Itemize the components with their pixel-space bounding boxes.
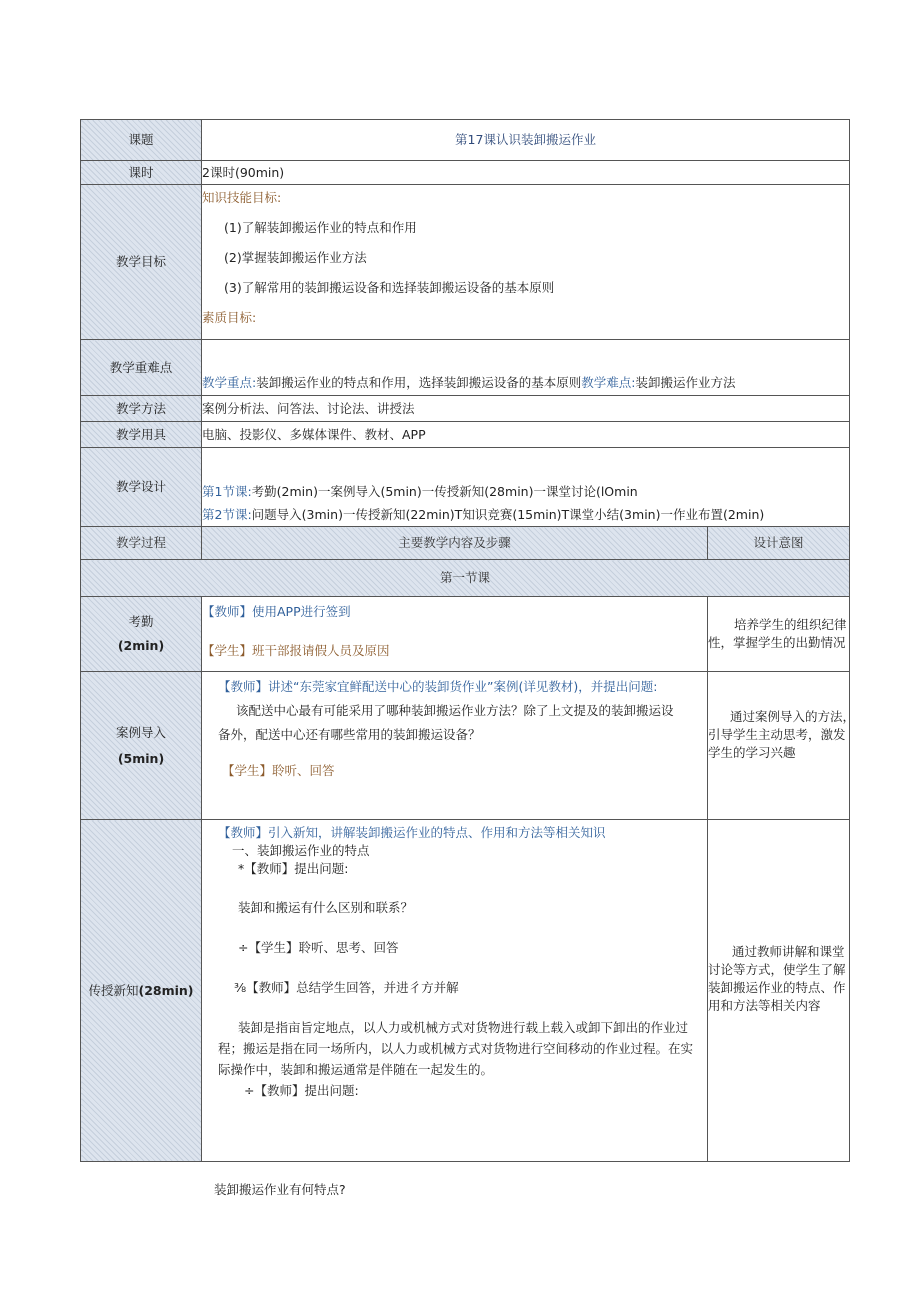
objectives-content <box>202 185 850 340</box>
new-paragraph: 际操作中，装卸和搬运通常是伴随在一起发生的。 <box>218 1062 494 1077</box>
knowledge-title: 知识技能目标: <box>202 190 282 205</box>
new-ask: *【教师】提出问题: <box>238 861 349 876</box>
attendance-content <box>202 597 708 672</box>
lesson-plan <box>80 119 856 1162</box>
intent-line: 装卸搬运作业的特点、作 <box>708 980 846 995</box>
new-time: (28min) <box>138 982 194 998</box>
case-teacher: 【教师】讲述“东莞家宜鲜配送中心的装卸货作业”案例(详见教材)，并提出问题: <box>218 679 658 694</box>
attendance-label-cell <box>81 597 202 672</box>
difficulty-label: 教学难点: <box>581 375 636 390</box>
new-paragraph: 装卸是指亩旨定地点，以人力或机械方式对货物进行载上载入或卸下卸出的作业过 <box>238 1020 689 1035</box>
section-row <box>81 560 850 597</box>
intent-line: 通过教师讲解和课堂 <box>732 944 845 959</box>
key-label: 教学重难点 <box>81 340 202 396</box>
design-content <box>202 448 850 527</box>
case-student: 【学生】聆听、回答 <box>222 763 335 778</box>
objective-item: (1)了解装卸搬运作业的特点和作用 <box>224 220 417 235</box>
design-label: 教学设计 <box>81 448 202 527</box>
process-col-header: 教学过程 <box>81 527 202 560</box>
section-title: 第一节课 <box>81 560 850 597</box>
new-intent <box>708 820 850 1162</box>
lesson-title: 第17课认识装卸搬运作业 <box>202 120 850 161</box>
new-summary: ⅜【教师】总结学生回答，并进彳方并解 <box>234 980 459 995</box>
new-content <box>202 820 708 1162</box>
objectives-row <box>81 185 850 340</box>
case-label-cell <box>81 672 202 820</box>
topic-row <box>81 120 850 161</box>
difficulty-text: 装卸搬运作业方法 <box>635 375 736 390</box>
intent-line: 性，掌握学生的出勤情况 <box>708 635 846 650</box>
method-row <box>81 396 850 422</box>
intent-line: 引导学生主动思考，激发 <box>708 727 846 742</box>
case-time: (5min) <box>117 750 165 766</box>
intent-line: 用和方法等相关内容 <box>708 998 821 1013</box>
tools-value: 电脑、投影仪、多媒体课件、教材、APP <box>202 422 850 448</box>
method-value: 案例分析法、问答法、讨论法、讲授法 <box>202 396 850 422</box>
case-question: 该配送中心最有可能采用了哪种装卸搬运作业方法？除了上文提及的装卸搬运设 <box>236 703 674 718</box>
intent-line: 学生的学习兴趣 <box>708 745 796 760</box>
key-row <box>81 340 850 396</box>
intent-line: 培养学生的组织纪律 <box>734 617 847 632</box>
hours-value: 2课时(90min) <box>202 161 850 185</box>
design-row <box>81 448 850 527</box>
method-label: 教学方法 <box>81 396 202 422</box>
case-question: 备外，配送中心还有哪些常用的装卸搬运设备？ <box>218 727 481 742</box>
new-label-cell <box>81 820 202 1162</box>
quality-title: 素质目标: <box>202 310 257 325</box>
process-header-row <box>81 527 850 560</box>
attendance-teacher: 【教师】使用APP进行签到 <box>202 604 351 619</box>
session2-text: 问题导入(3min)一传授新知(22min)T知识竞赛(15min)T课堂小结(3min)一作业布置(2min) <box>251 507 765 522</box>
new-teacher: 【教师】引入新知，讲解装卸搬运作业的特点、作用和方法等相关知识 <box>218 825 606 840</box>
lesson-plan-table <box>80 119 856 1162</box>
case-row <box>81 672 850 820</box>
attendance-student: 【学生】班干部报请假人员及原因 <box>202 643 390 658</box>
intent-line: 通过案例导入的方法， <box>730 709 856 724</box>
case-content <box>202 672 708 820</box>
topic-label: 课题 <box>81 120 202 161</box>
objectives-label: 教学目标 <box>81 185 202 340</box>
key-content <box>202 340 850 396</box>
focus-text: 装卸搬运作业的特点和作用，选择装卸搬运设备的基本原则 <box>256 375 582 390</box>
objective-item: (2)掌握装卸搬运作业方法 <box>224 250 367 265</box>
hours-label: 课时 <box>81 161 202 185</box>
new-heading: 一、装卸搬运作业的特点 <box>232 843 370 858</box>
attendance-time: (2min) <box>117 638 165 653</box>
new-ask: ÷【教师】提出问题: <box>244 1083 359 1098</box>
session1-text: 考勤(2min)一案例导入(5min)一传授新知(28min)一课堂讨论(lOmin <box>251 484 638 499</box>
new-question: 装卸和搬运有什么区别和联系？ <box>238 900 414 915</box>
attendance-row <box>81 597 850 672</box>
new-student: ÷【学生】聆听、思考、回答 <box>238 940 399 955</box>
footer-question: 装卸搬运作业有何特点? <box>214 1182 346 1197</box>
tools-label: 教学用具 <box>81 422 202 448</box>
tools-row <box>81 422 850 448</box>
intent-col-header: 设计意图 <box>708 527 850 560</box>
focus-label: 教学重点: <box>202 375 257 390</box>
content-col-header: 主要教学内容及步骤 <box>202 527 708 560</box>
attendance-intent <box>708 597 850 672</box>
case-intent <box>708 672 856 820</box>
attendance-label: 考勤 <box>128 614 154 629</box>
session2-label: 第2节课: <box>202 507 252 522</box>
new-knowledge-row <box>81 820 850 1162</box>
objective-item: (3)了解常用的装卸搬运设备和选择装卸搬运设备的基本原则 <box>224 280 555 295</box>
session1-label: 第1节课: <box>202 484 252 499</box>
new-label: 传授新知 <box>88 982 139 998</box>
case-label: 案例导入 <box>115 724 166 740</box>
hours-row <box>81 161 850 185</box>
intent-line: 讨论等方式，使学生了解 <box>708 962 846 977</box>
new-paragraph: 程；搬运是指在同一场所内，以人力或机械方式对货物进行空间移动的作业过程。在实 <box>218 1041 694 1056</box>
